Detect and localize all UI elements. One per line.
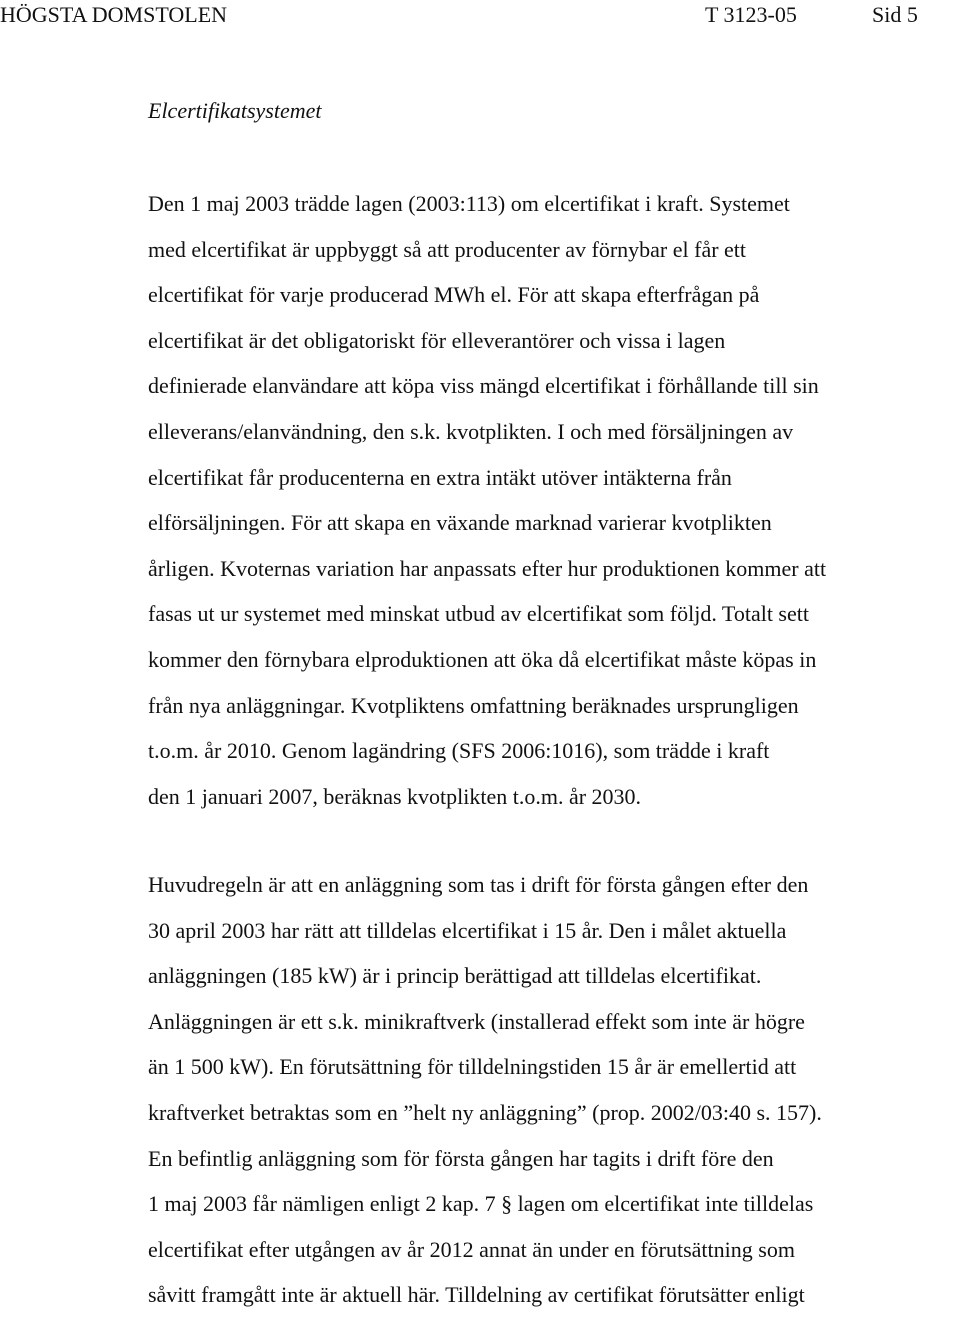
text-line: årligen. Kvoternas variation har anpassats efter hur produktionen kommer att xyxy=(148,555,827,581)
text-line: än 1 500 kW). En förutsättning för tilldelningstiden 15 år är emellertid att xyxy=(148,1054,797,1080)
text-line: Den 1 maj 2003 trädde lagen (2003:113) om elcertifikat i kraft. Systemet xyxy=(148,191,790,216)
paragraph-1 xyxy=(148,181,960,819)
text-line: såvitt framgått inte är aktuell här. Tilldelning av certifikat förutsätter enligt xyxy=(148,1282,805,1308)
text-line: Anläggningen är ett s.k. minikraftverk (installerad effekt som inte är högre xyxy=(148,1008,805,1034)
text-line: den 1 januari 2007, beräknas kvotplikten t.o.m. år 2030. xyxy=(148,783,642,809)
text-line: kommer den förnybara elproduktionen att öka då elcertifikat måste köpas in xyxy=(148,646,817,672)
text-line: elcertifikat får producenterna en extra intäkt utöver intäkterna från xyxy=(148,464,732,490)
text-line: 1 maj 2003 får nämligen enligt 2 kap. 7 § lagen om elcertifikat inte tilldelas xyxy=(148,1191,814,1217)
page-number: Sid 5 xyxy=(872,2,918,27)
section-heading: Elcertifikatsystemet xyxy=(148,98,322,123)
case-number: T 3123-05 xyxy=(705,2,797,27)
text-line: elcertifikat för varje producerad MWh el. För att skapa efterfrågan på xyxy=(148,282,760,308)
text-line: 30 april 2003 har rätt att tilldelas elcertifikat i 15 år. Den i målet aktuella xyxy=(148,917,787,943)
text-line: elleverans/elanvändning, den s.k. kvotplikten. I och med försäljningen av xyxy=(148,418,794,444)
page-header xyxy=(0,0,960,30)
text-line: En befintlig anläggning som för första gången har tagits i drift före den xyxy=(148,1145,774,1171)
text-line: t.o.m. år 2010. Genom lagändring (SFS 2006:1016), som trädde i kraft xyxy=(148,738,770,764)
text-line: med elcertifikat är uppbyggt så att producenter av förnybar el får ett xyxy=(148,236,747,262)
text-line: elförsäljningen. För att skapa en växande marknad varierar kvotplikten xyxy=(148,510,772,536)
paragraph-2 xyxy=(148,862,960,1318)
court-name: HÖGSTA DOMSTOLEN xyxy=(0,2,228,27)
text-line: elcertifikat är det obligatoriskt för elleverantörer och vissa i lagen xyxy=(148,327,726,353)
text-line: anläggningen (185 kW) är i princip berättigad att tilldelas elcertifikat. xyxy=(148,963,762,989)
text-line: kraftverket betraktas som en ”helt ny anläggning” (prop. 2002/03:40 s. 157). xyxy=(148,1099,822,1125)
text-line: Huvudregeln är att en anläggning som tas i drift för första gången efter den xyxy=(148,872,809,897)
text-line: definierade elanvändare att köpa viss mängd elcertifikat i förhållande till sin xyxy=(148,373,819,399)
text-line: från nya anläggningar. Kvotpliktens omfattning beräknades ursprungligen xyxy=(148,692,799,718)
text-line: elcertifikat efter utgången av år 2012 annat än under en förutsättning som xyxy=(148,1236,795,1262)
text-line: fasas ut ur systemet med minskat utbud av elcertifikat som följd. Totalt sett xyxy=(148,601,809,627)
